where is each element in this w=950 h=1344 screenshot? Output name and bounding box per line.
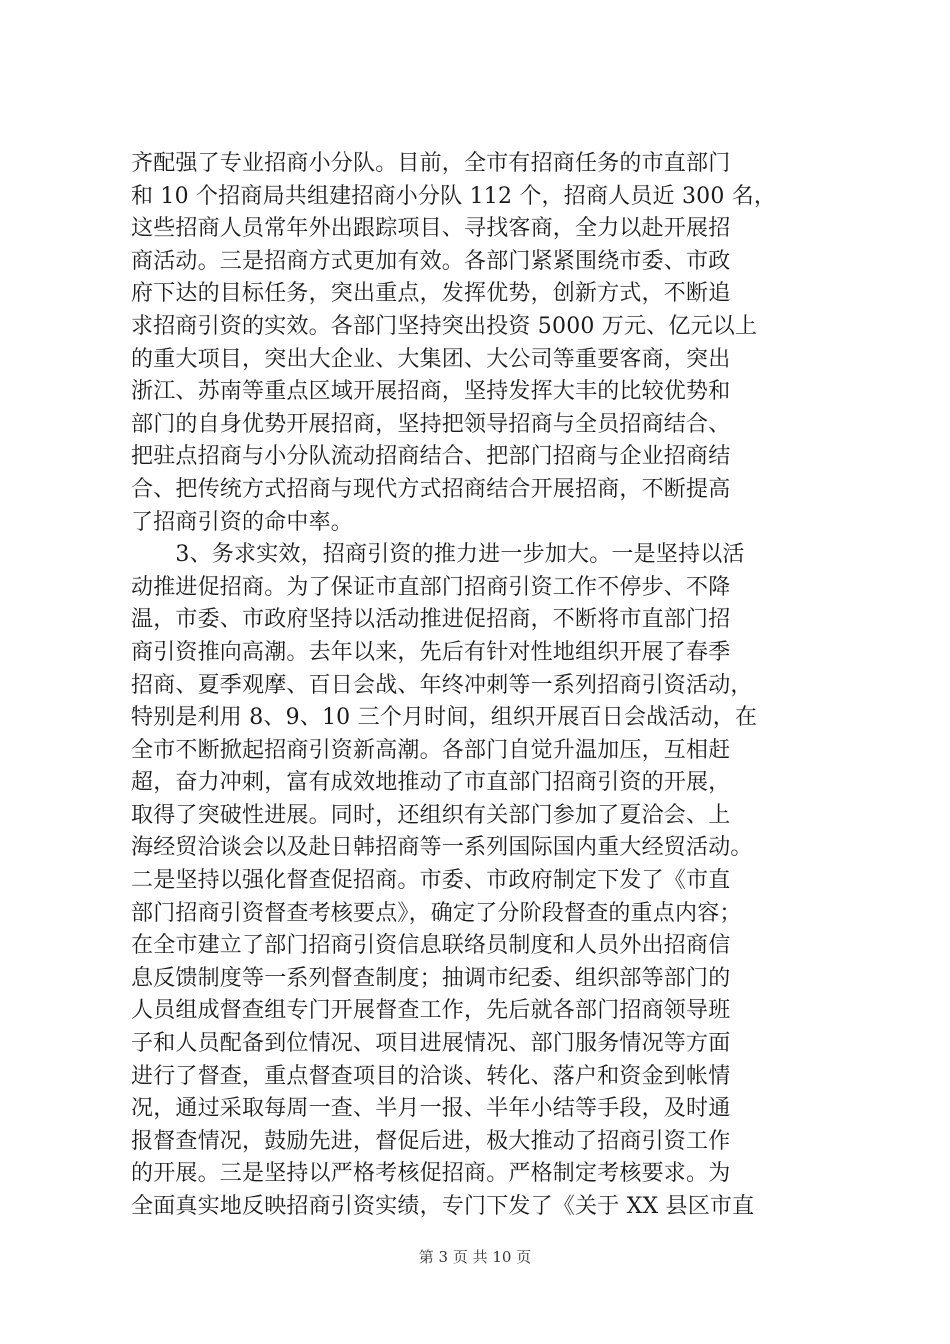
text-line: 温，市委、市政府坚持以活动推进促招商，不断将市直部门招	[131, 607, 731, 633]
text-line: 超，奋力冲刺，富有成效地推动了市直部门招商引资的开展，	[131, 770, 731, 796]
page-footer: 第 3 页 共 10 页	[418, 1248, 532, 1266]
text-line: 求招商引资的实效。各部门坚持突出投资 5000 万元、亿元以上	[131, 313, 758, 339]
text-line: 取得了突破性进展。同时，还组织有关部门参加了夏洽会、上	[131, 802, 731, 828]
text-line: 海经贸洽谈会以及赴日韩招商等一系列国际国内重大经贸活动。	[131, 835, 753, 861]
text-line: 报督查情况，鼓励先进，督促后进，极大推动了招商引资工作	[131, 1128, 731, 1154]
text-line: 在全市建立了部门招商引资信息联络员制度和人员外出招商信	[131, 933, 731, 959]
text-line: 商活动。三是招商方式更加有效。各部门紧紧围绕市委、市政	[131, 248, 731, 274]
text-line: 把驻点招商与小分队流动招商结合、把部门招商与企业招商结	[131, 444, 731, 470]
text-line: 这些招商人员常年外出跟踪项目、寻找客商，全力以赴开展招	[131, 216, 731, 242]
text-line: 进行了督查，重点督查项目的洽谈、转化、落户和资金到帐情	[131, 1063, 731, 1089]
text-line: 了招商引资的命中率。	[131, 509, 354, 535]
text-line: 全面真实地反映招商引资实绩，专门下发了《关于 XX 县区市直	[131, 1194, 755, 1219]
text-line: 况，通过采取每周一查、半月一报、半年小结等手段，及时通	[131, 1096, 731, 1122]
text-line: 的开展。三是坚持以严格考核促招商。严格制定考核要求。为	[131, 1161, 731, 1187]
text-line: 部门招商引资督查考核要点》，确定了分阶段督查的重点内容；	[131, 900, 742, 926]
text-line: 商引资推向高潮。去年以来，先后有针对性地组织开展了春季	[131, 639, 731, 665]
text-line: 合、把传统方式招商与现代方式招商结合开展招商，不断提高	[131, 476, 731, 502]
text-line: 动推进促招商。为了保证市直部门招商引资工作不停步、不降	[131, 574, 731, 600]
body-text	[131, 148, 831, 1224]
text-line: 子和人员配备到位情况、项目进展情况、部门服务情况等方面	[131, 1031, 731, 1057]
text-line: 的重大项目，突出大企业、大集团、大公司等重要客商，突出	[131, 346, 731, 372]
text-line: 和 10 个招商局共组建招商小分队 112 个，招商人员近 300 名，	[131, 183, 777, 209]
text-line: 部门的自身优势开展招商，坚持把领导招商与全员招商结合、	[131, 411, 731, 437]
text-line: 齐配强了专业招商小分队。目前，全市有招商任务的市直部门	[131, 151, 731, 176]
text-line: 3、务求实效，招商引资的推力进一步加大。一是坚持以活	[131, 542, 745, 568]
text-line: 二是坚持以强化督查促招商。市委、市政府制定下发了《市直	[131, 868, 731, 894]
text-line: 特别是利用 8、9、10 三个月时间，组织开展百日会战活动，在	[131, 705, 758, 731]
text-line: 全市不断掀起招商引资新高潮。各部门自觉升温加压，互相赶	[131, 737, 731, 763]
text-line: 府下达的目标任务，突出重点，发挥优势，创新方式，不断追	[131, 281, 731, 307]
text-line: 浙江、苏南等重点区域开展招商，坚持发挥大丰的比较优势和	[131, 379, 731, 405]
text-line: 招商、夏季观摩、百日会战、年终冲刺等一系列招商引资活动，	[131, 672, 753, 698]
text-line: 人员组成督查组专门开展督查工作，先后就各部门招商领导班	[131, 998, 731, 1024]
text-line: 息反馈制度等一系列督查制度；抽调市纪委、组织部等部门的	[131, 965, 731, 991]
